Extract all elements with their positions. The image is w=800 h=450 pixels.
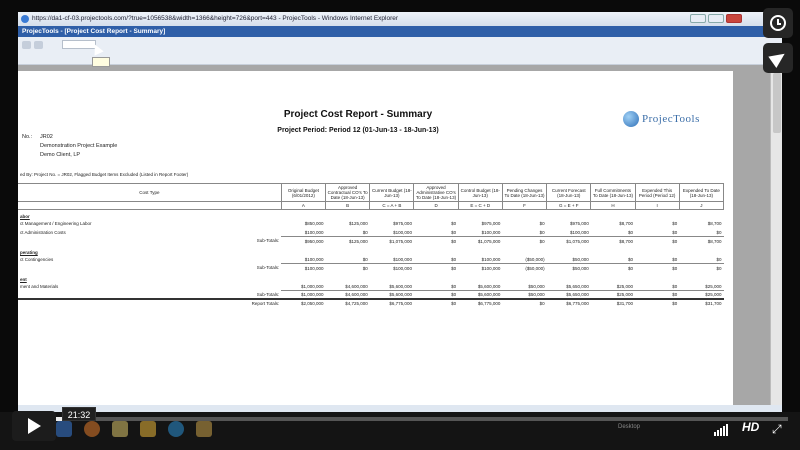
close-button[interactable] (726, 14, 742, 23)
browser-title: https://da1-cf-03.projectools.com/?true=1056538&width=1366&height=726&port=443 - ProjecTools - Windows Internet Explorer (32, 15, 399, 22)
column-header: Pending Changes To Date (18-Jun-13) (502, 184, 546, 202)
subtotal-row (18, 237, 724, 246)
section-row (18, 272, 724, 282)
section-name: abor (20, 214, 30, 220)
subtotal-cell: $0 (635, 237, 679, 246)
desktop-label: Desktop (618, 424, 641, 430)
report-total-cell: $4,725,000 (326, 299, 370, 308)
cost-table-body (18, 210, 724, 308)
subtotal-cell: $0 (502, 237, 546, 246)
ie-taskbar-icon (56, 421, 72, 437)
table-cell: $5,600,000 (389, 283, 412, 289)
browser-window (18, 12, 782, 412)
section-name: perating (20, 249, 38, 255)
explorer-taskbar-icon (140, 421, 156, 437)
table-cell: $0 (451, 256, 457, 262)
table-cell: $975,000 (570, 221, 589, 227)
report-total-cell: $6,775,000 (458, 299, 502, 308)
table-cell: $100,000 (481, 256, 501, 262)
table-cell: $0 (672, 283, 678, 289)
subtotal-cell: $50,000 (502, 291, 546, 300)
row-label: ment and Materials (20, 283, 59, 289)
table-cell: $0 (672, 221, 678, 227)
scroll-thumb[interactable] (773, 73, 781, 133)
subtotal-cell: $8,700 (679, 237, 723, 246)
table-cell: $5,600,000 (477, 283, 501, 289)
table-cell: $25,000 (705, 283, 722, 289)
report-total-cell: $0 (414, 299, 458, 308)
table-cell: $8,700 (619, 221, 634, 227)
clock-icon (770, 15, 786, 31)
column-code: B (326, 202, 370, 210)
project-name: Demonstration Project Example (40, 143, 118, 149)
table-cell: $4,600,000 (345, 283, 368, 289)
subtotal-cell: $100,000 (458, 264, 502, 273)
table-cell: $0 (716, 229, 722, 235)
table-cell: $0 (362, 256, 368, 262)
column-header: Original Budget (6/01/2012) (281, 184, 325, 202)
subtotal-label: Sub-Totals: (256, 265, 280, 271)
report-page (18, 71, 733, 405)
report-period: Project Period: Period 12 (01-Jun-13 - 18-Jun-13) (277, 127, 439, 134)
globe-icon (623, 111, 639, 127)
table-cell: $50,000 (572, 256, 589, 262)
subtotal-cell: $1,075,000 (370, 237, 414, 246)
row-label: ct Management / Engineering Labor (20, 221, 92, 227)
nav-forward-icon[interactable] (34, 41, 43, 49)
row-label: ct Administration Costs (20, 229, 66, 235)
column-code: I (635, 202, 679, 210)
table-cell: $975,000 (481, 221, 501, 227)
table-cell: $0 (362, 229, 368, 235)
play-button[interactable] (12, 411, 56, 441)
subtotal-cell: $25,000 (591, 291, 635, 300)
column-header: Control Budget (18-Jun-13) (458, 184, 502, 202)
hd-button[interactable]: HD (742, 420, 760, 434)
table-cell: $975,000 (393, 221, 412, 227)
table-cell: $0 (451, 221, 457, 227)
subtotal-label: Sub-Totals: (256, 291, 280, 297)
subtotal-cell: $0 (635, 291, 679, 300)
table-cell: $850,000 (304, 221, 324, 227)
column-header: Cost Type (18, 184, 281, 202)
window-controls (690, 14, 742, 23)
projectools-logo (623, 111, 700, 127)
volume-icon[interactable] (714, 424, 728, 436)
report-total-row (18, 299, 724, 308)
subtotal-cell: $0 (414, 264, 458, 273)
watch-later-button[interactable] (763, 8, 793, 38)
subtotal-cell: $25,000 (679, 291, 723, 300)
table-cell: $25,000 (616, 283, 634, 289)
browser-title-bar (18, 12, 782, 26)
minimize-button[interactable] (690, 14, 706, 23)
subtotal-row (18, 264, 724, 273)
app-taskbar-icon (196, 421, 212, 437)
column-header: Approved Administrative CO's To Date (18-Jun-13) (414, 184, 458, 202)
subtotal-cell: $5,600,000 (370, 291, 414, 300)
column-header: Current Budget (18-Jun-13) (370, 184, 414, 202)
report-total-cell: $0 (502, 299, 546, 308)
fullscreen-icon[interactable]: ⤢ (772, 422, 782, 436)
app-title: ProjecTools - [Project Cost Report - Summary] (22, 28, 166, 35)
column-code: H (591, 202, 635, 210)
subtotal-cell: $0 (326, 264, 370, 273)
table-cell: $0 (539, 229, 545, 235)
project-id: JR02 (40, 134, 53, 140)
subtotal-cell: $0 (414, 237, 458, 246)
table-cell: $8,700 (707, 221, 722, 227)
play-icon (28, 418, 41, 434)
subtotal-cell: $100,000 (281, 264, 325, 273)
table-row (18, 282, 724, 291)
subtotal-cell: $1,075,000 (547, 237, 591, 246)
folder-taskbar-icon (112, 421, 128, 437)
taskbar-icons (56, 418, 716, 440)
nav-back-icon[interactable] (22, 41, 31, 49)
report-total-cell: $31,700 (591, 299, 635, 308)
subtotal-cell: $125,000 (326, 237, 370, 246)
table-cell: $50,000 (528, 283, 545, 289)
column-header: Approved Contractual CO's To Date (18-Jun-13) (326, 184, 370, 202)
report-toolbar (18, 37, 782, 65)
cost-table (18, 183, 724, 308)
vertical-scrollbar[interactable] (770, 65, 782, 405)
table-cell: $0 (672, 256, 678, 262)
report-total-cell: $6,775,000 (547, 299, 591, 308)
subtotal-cell: $0 (635, 264, 679, 273)
tooltip (92, 57, 110, 67)
subtotal-cell: $50,000 (547, 264, 591, 273)
column-code: E = C + D (458, 202, 502, 210)
column-header: Current Forecast (18-Jun-13) (547, 184, 591, 202)
report-filter: ed By: Project No. = JR02, Flagged Budget Items Excluded (Listed in Report Footer) (20, 172, 189, 177)
table-cell: $100,000 (304, 229, 324, 235)
column-header: Full Commitments To Date (18-Jun-13) (591, 184, 635, 202)
column-code: C = A + B (370, 202, 414, 210)
subtotal-label: Sub-Totals: (256, 238, 280, 244)
subtotal-cell: $100,000 (370, 264, 414, 273)
table-cell: $0 (451, 283, 457, 289)
report-total-cell: $2,050,000 (281, 299, 325, 308)
table-cell: $100,000 (304, 256, 324, 262)
table-cell: $0 (539, 221, 545, 227)
report-total-cell: $6,775,000 (370, 299, 414, 308)
table-cell: $100,000 (481, 229, 501, 235)
subtotal-cell: $0 (679, 264, 723, 273)
subtotal-cell: $5,600,000 (458, 291, 502, 300)
table-row (18, 255, 724, 264)
column-code: J (679, 202, 723, 210)
report-total-cell: $0 (635, 299, 679, 308)
subtotal-cell: $8,700 (591, 237, 635, 246)
ie-icon (21, 15, 29, 23)
section-name: ent (20, 276, 27, 282)
table-cell: $100,000 (393, 256, 412, 262)
column-code: A (281, 202, 325, 210)
table-cell: $0 (628, 229, 634, 235)
table-row (18, 220, 724, 229)
app-title-bar (18, 26, 782, 37)
table-cell: $0 (451, 229, 457, 235)
column-code (18, 202, 281, 210)
table-cell: $5,650,000 (566, 283, 589, 289)
column-code: D (414, 202, 458, 210)
column-code-row (18, 202, 724, 210)
subtotal-cell: $1,075,000 (458, 237, 502, 246)
column-code: G = E + F (547, 202, 591, 210)
maximize-button[interactable] (708, 14, 724, 23)
project-client: Demo Client, LP (40, 152, 81, 158)
table-cell: $100,000 (393, 229, 412, 235)
subtotal-row (18, 291, 724, 300)
subtotal-cell: $1,000,000 (281, 291, 325, 300)
row-label: ct Contingencies (20, 256, 54, 262)
report-total-label: Report Totals: (18, 299, 281, 308)
table-cell: $125,000 (348, 221, 368, 227)
report-title: Project Cost Report - Summary (283, 109, 433, 120)
logo-text: ProjecTools (642, 113, 700, 125)
project-no-label: No.: (22, 134, 33, 140)
share-button[interactable] (763, 43, 793, 73)
table-cell: $0 (672, 229, 678, 235)
time-tooltip: 21:32 (62, 407, 96, 421)
subtotal-cell: $4,600,000 (326, 291, 370, 300)
subtotal-cell: ($50,000) (502, 264, 546, 273)
header-row (18, 184, 724, 202)
table-cell: $0 (716, 256, 722, 262)
subtotal-cell: $5,650,000 (547, 291, 591, 300)
report-total-cell: $31,700 (679, 299, 723, 308)
send-icon (768, 48, 788, 68)
table-cell: $0 (628, 256, 634, 262)
table-row (18, 228, 724, 237)
report-viewport (18, 65, 782, 405)
section-row (18, 210, 724, 220)
column-header: Expended To Date (18-Jun-13) (679, 184, 723, 202)
table-cell: $100,000 (570, 229, 589, 235)
column-header: Expended This Period (Period 12) (635, 184, 679, 202)
section-row (18, 245, 724, 255)
firefox-taskbar-icon (84, 421, 100, 437)
subtotal-cell: $950,000 (281, 237, 325, 246)
subtotal-cell: $0 (414, 291, 458, 300)
skype-taskbar-icon (168, 421, 184, 437)
column-code: F (502, 202, 546, 210)
subtotal-cell: $0 (591, 264, 635, 273)
table-cell: ($50,000) (525, 256, 545, 262)
table-cell: $1,000,000 (300, 283, 324, 289)
